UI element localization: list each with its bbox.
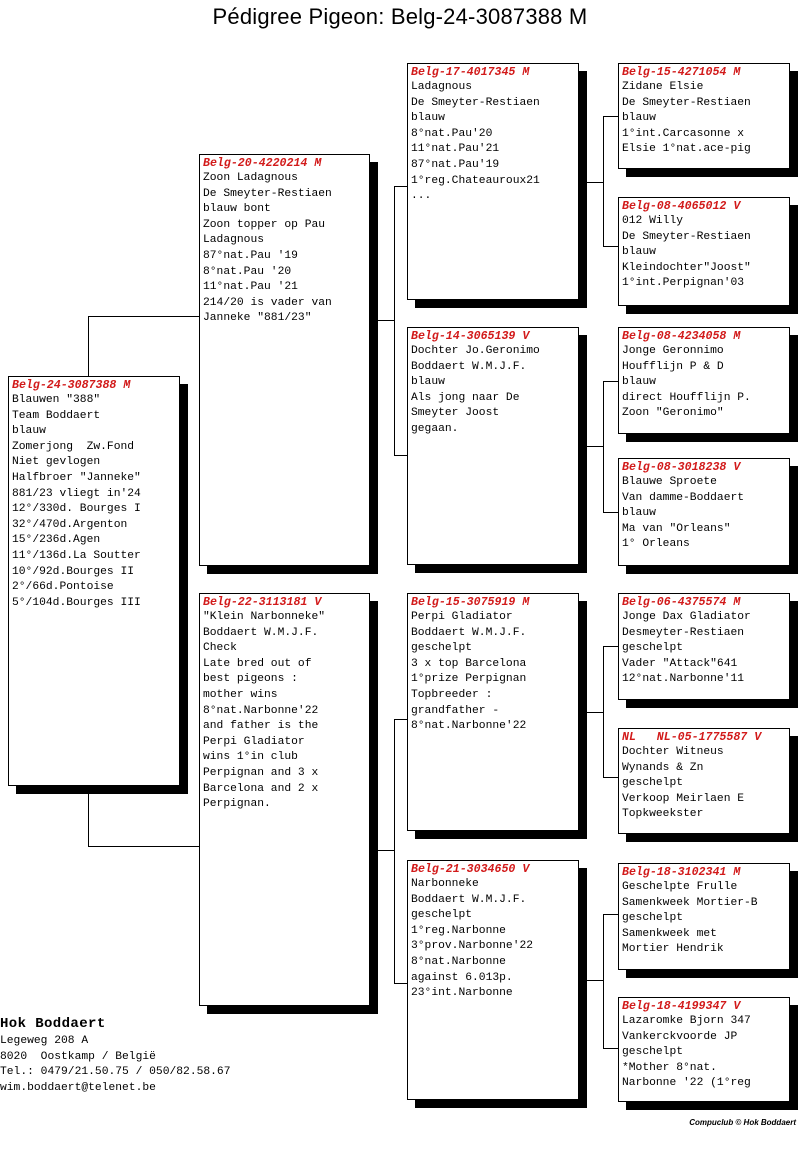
detail-line: Verkoop Meirlaen E <box>622 792 745 805</box>
detail-line: blauw <box>622 112 656 125</box>
connector-line <box>370 320 394 321</box>
detail-line: Zoon topper op Pau <box>203 218 326 231</box>
detail-line: geschelpt <box>622 777 684 790</box>
detail-line: 8°nat.Narbonne'22 <box>203 704 319 717</box>
detail-line: 10°/92d.Bourges II <box>12 565 135 578</box>
detail-line: best pigeons : <box>203 673 298 686</box>
detail-line: geschelpt <box>622 1046 684 1059</box>
detail-line: 1°int.Perpignan'03 <box>622 277 745 290</box>
detail-line: 11°nat.Pau'21 <box>411 143 500 156</box>
detail-line: De Smeyter-Restiaen <box>203 187 332 200</box>
detail-line: Check <box>203 642 237 655</box>
detail-line: blauw <box>411 376 445 389</box>
ring-number: Belg-24-3087388 M <box>12 379 131 392</box>
connector-line <box>88 793 89 846</box>
detail-line: Blauwen "388" <box>12 394 101 406</box>
pigeon-card-father[interactable] <box>199 154 370 566</box>
connector-line <box>603 116 604 246</box>
detail-line: mother wins <box>203 688 278 701</box>
detail-line: blauw <box>12 425 46 438</box>
detail-line: Samenkweek met <box>622 927 717 940</box>
connector-line <box>603 646 619 647</box>
connector-line <box>579 182 603 183</box>
detail-line: grandfather - <box>411 704 500 717</box>
ring-number: Belg-18-3102341 M <box>622 866 741 879</box>
detail-line: 11°nat.Pau '21 <box>203 281 298 294</box>
ring-number: Belg-08-4065012 V <box>622 200 741 213</box>
detail-line: Als jong naar De <box>411 391 520 404</box>
detail-line: 8°nat.Narbonne <box>411 955 506 968</box>
pigeon-details <box>619 745 789 823</box>
detail-line: Perpi Gladiator <box>203 735 305 748</box>
breeder-info <box>0 1014 231 1096</box>
detail-line: blauw <box>622 507 656 520</box>
connector-line <box>579 446 603 447</box>
detail-line: 3°prov.Narbonne'22 <box>411 940 534 953</box>
detail-line: wins 1°in club <box>203 751 298 764</box>
pigeon-details <box>619 880 789 958</box>
pigeon-card-ff[interactable] <box>407 63 579 300</box>
detail-line: 12°/330d. Bourges I <box>12 503 141 516</box>
breeder-address: Legeweg 208 A <box>0 1035 89 1047</box>
connector-line <box>603 246 619 247</box>
detail-line: 11°/136d.La Soutter <box>12 549 141 562</box>
connector-line <box>579 980 603 981</box>
pigeon-card-mm[interactable] <box>407 860 579 1100</box>
page-title: Pédigree Pigeon: Belg-24-3087388 M <box>212 4 588 29</box>
detail-line: 214/20 is vader van <box>203 296 332 309</box>
connector-line <box>603 914 604 1048</box>
detail-line: Ladagnous <box>411 81 473 93</box>
pigeon-details <box>619 610 789 688</box>
pigeon-card-fmf[interactable] <box>618 327 790 434</box>
detail-line: direct Houfflijn P. <box>622 391 751 404</box>
pigeon-card-mfm[interactable] <box>618 728 790 834</box>
connector-line <box>394 719 395 983</box>
detail-line: "Klein Narbonneke" <box>203 611 326 623</box>
connector-line <box>88 316 200 317</box>
detail-line: Elsie 1°nat.ace-pig <box>622 143 751 156</box>
detail-line: 32°/470d.Argenton <box>12 518 128 531</box>
detail-line: Mortier Hendrik <box>622 943 724 956</box>
detail-line: Desmeyter-Restiaen <box>622 626 745 639</box>
detail-line: geschelpt <box>622 912 684 925</box>
detail-line: 881/23 vliegt in'24 <box>12 487 141 500</box>
pigeon-details <box>200 171 369 327</box>
detail-line: geschelpt <box>411 909 473 922</box>
pigeon-details <box>9 393 179 611</box>
pigeon-details <box>619 344 789 422</box>
copyright: Compuclub © Hok Boddaert <box>689 1118 796 1127</box>
pigeon-details <box>619 214 789 292</box>
detail-line: Samenkweek Mortier-B <box>622 896 758 909</box>
ring-number: Belg-15-3075919 M <box>411 596 530 609</box>
detail-line: Wynands & Zn <box>622 761 704 774</box>
pigeon-card-mmm[interactable] <box>618 997 790 1102</box>
detail-line: Ma van "Orleans" <box>622 522 731 535</box>
detail-line: Zomerjong Zw.Fond <box>12 440 135 453</box>
connector-line <box>603 381 604 512</box>
detail-line: blauw bont <box>203 203 271 216</box>
detail-line: Janneke "881/23" <box>203 312 312 325</box>
connector-line <box>88 846 200 847</box>
detail-line: 5°/104d.Bourges III <box>12 596 141 609</box>
breeder-phone: Tel.: 0479/21.50.75 / 050/82.58.67 <box>0 1066 231 1079</box>
connector-line <box>88 316 89 376</box>
detail-line: De Smeyter-Restiaen <box>411 96 540 109</box>
pigeon-details <box>408 610 578 735</box>
detail-line: Geschelpte Frulle <box>622 881 738 893</box>
detail-line: Narbonneke <box>411 878 479 890</box>
detail-line: Dochter Witneus <box>622 746 724 758</box>
pigeon-details <box>619 1014 789 1092</box>
detail-line: blauw <box>411 112 445 125</box>
pigeon-card-ffm[interactable] <box>618 197 790 306</box>
detail-line: De Smeyter-Restiaen <box>622 96 751 109</box>
pigeon-details <box>408 80 578 205</box>
detail-line: Houfflijn P & D <box>622 360 724 373</box>
detail-line: *Mother 8°nat. <box>622 1061 717 1074</box>
detail-line: Kleindochter"Joost" <box>622 261 751 274</box>
detail-line: Late bred out of <box>203 657 312 670</box>
detail-line: 3 x top Barcelona <box>411 657 527 670</box>
detail-line: 1°reg.Chateauroux21 <box>411 174 540 187</box>
pigeon-card-fm[interactable] <box>407 327 579 565</box>
detail-line: Boddaert W.M.J.F. <box>203 626 319 639</box>
connector-line <box>603 914 619 915</box>
detail-line: Perpi Gladiator <box>411 611 513 623</box>
detail-line: Zoon "Geronimo" <box>622 407 724 420</box>
detail-line: Narbonne '22 (1°reg <box>622 1077 751 1090</box>
detail-line: Niet gevlogen <box>12 456 101 469</box>
detail-line: Smeyter Joost <box>411 407 500 420</box>
detail-line: Barcelona and 2 x <box>203 782 319 795</box>
pigeon-details <box>200 610 369 813</box>
connector-line <box>370 850 394 851</box>
detail-line: 8°nat.Pau'20 <box>411 127 493 140</box>
ring-number: Belg-15-4271054 M <box>622 66 741 79</box>
detail-line: geschelpt <box>622 642 684 655</box>
detail-line: 1°int.Carcasonne x <box>622 127 745 140</box>
ring-number: Belg-20-4220214 M <box>203 157 322 170</box>
pigeon-details <box>408 877 578 1002</box>
breeder-city: 8020 Oostkamp / België <box>0 1050 156 1063</box>
breeder-name: Hok Boddaert <box>0 1016 106 1032</box>
connector-line <box>603 381 619 382</box>
detail-line: 87°nat.Pau '19 <box>203 249 298 262</box>
detail-line: 87°nat.Pau'19 <box>411 158 500 171</box>
connector-line <box>603 1048 619 1049</box>
detail-line: Zoon Ladagnous <box>203 172 298 184</box>
ring-number: Belg-06-4375574 M <box>622 596 741 609</box>
connector-line <box>603 116 619 117</box>
pigeon-details <box>619 475 789 553</box>
detail-line: De Smeyter-Restiaen <box>622 230 751 243</box>
detail-line: 8°nat.Narbonne'22 <box>411 720 527 733</box>
connector-line <box>394 719 408 720</box>
detail-line: gegaan. <box>411 422 459 435</box>
ring-number: Belg-17-4017345 M <box>411 66 530 79</box>
pigeon-card-fmm[interactable] <box>618 458 790 566</box>
pigeon-card-fff[interactable] <box>618 63 790 169</box>
pigeon-card-mf[interactable] <box>407 593 579 831</box>
detail-line: Ladagnous <box>203 234 265 247</box>
pigeon-details <box>619 80 789 158</box>
detail-line: 23°int.Narbonne <box>411 987 513 1000</box>
detail-line: Boddaert W.M.J.F. <box>411 893 527 906</box>
detail-line: Vankerckvoorde JP <box>622 1030 738 1043</box>
detail-line: against 6.013p. <box>411 971 513 984</box>
detail-line: 8°nat.Pau '20 <box>203 265 292 278</box>
detail-line: 1°reg.Narbonne <box>411 924 506 937</box>
detail-line: Zidane Elsie <box>622 81 704 93</box>
detail-line: Boddaert W.M.J.F. <box>411 360 527 373</box>
pigeon-card-mmf[interactable] <box>618 863 790 970</box>
detail-line: geschelpt <box>411 642 473 655</box>
breeder-email[interactable]: wim.boddaert@telenet.be <box>0 1081 156 1094</box>
pigeon-card-mother[interactable] <box>199 593 370 1006</box>
connector-line <box>394 983 408 984</box>
ring-number: Belg-08-4234058 M <box>622 330 741 343</box>
detail-line: Jonge Dax Gladiator <box>622 611 751 623</box>
connector-line <box>394 186 408 187</box>
detail-line: 15°/236d.Agen <box>12 534 101 547</box>
detail-line: Jonge Geronnimo <box>622 345 724 357</box>
detail-line: Van damme-Boddaert <box>622 491 745 504</box>
detail-line: Perpignan. <box>203 798 271 811</box>
connector-line <box>603 512 619 513</box>
ring-number: Belg-18-4199347 V <box>622 1000 741 1013</box>
detail-line: Team Boddaert <box>12 409 101 422</box>
detail-line: Vader "Attack"641 <box>622 657 738 670</box>
detail-line: Boddaert W.M.J.F. <box>411 626 527 639</box>
ring-number: Belg-14-3065139 V <box>411 330 530 343</box>
ring-number: Belg-21-3034650 V <box>411 863 530 876</box>
detail-line: Topbreeder : <box>411 688 493 701</box>
pigeon-card-mff[interactable] <box>618 593 790 700</box>
connector-line <box>394 455 408 456</box>
connector-line <box>579 712 603 713</box>
detail-line: blauw <box>622 376 656 389</box>
detail-line: and father is the <box>203 720 319 733</box>
detail-line: 012 Willy <box>622 215 684 227</box>
detail-line: 1° Orleans <box>622 538 690 551</box>
detail-line: Dochter Jo.Geronimo <box>411 345 540 357</box>
connector-line <box>394 186 395 455</box>
detail-line: Lazaromke Bjorn 347 <box>622 1015 751 1027</box>
detail-line: Perpignan and 3 x <box>203 766 319 779</box>
detail-line: 2°/66d.Pontoise <box>12 581 114 594</box>
connector-line <box>603 777 619 778</box>
ring-number: Belg-08-3018238 V <box>622 461 741 474</box>
detail-line: 1°prize Perpignan <box>411 673 527 686</box>
ring-number: Belg-22-3113181 V <box>203 596 322 609</box>
detail-line: blauw <box>622 246 656 259</box>
detail-line: Halfbroer "Janneke" <box>12 471 141 484</box>
connector-line <box>603 646 604 777</box>
detail-line: 12°nat.Narbonne'11 <box>622 673 745 686</box>
pigeon-details <box>408 344 578 438</box>
detail-line: ... <box>411 190 432 203</box>
detail-line: Blauwe Sproete <box>622 476 717 488</box>
detail-line: Topkweekster <box>622 808 704 821</box>
ring-number: NL NL-05-1775587 V <box>622 731 762 744</box>
pigeon-card-subject[interactable] <box>8 376 180 786</box>
